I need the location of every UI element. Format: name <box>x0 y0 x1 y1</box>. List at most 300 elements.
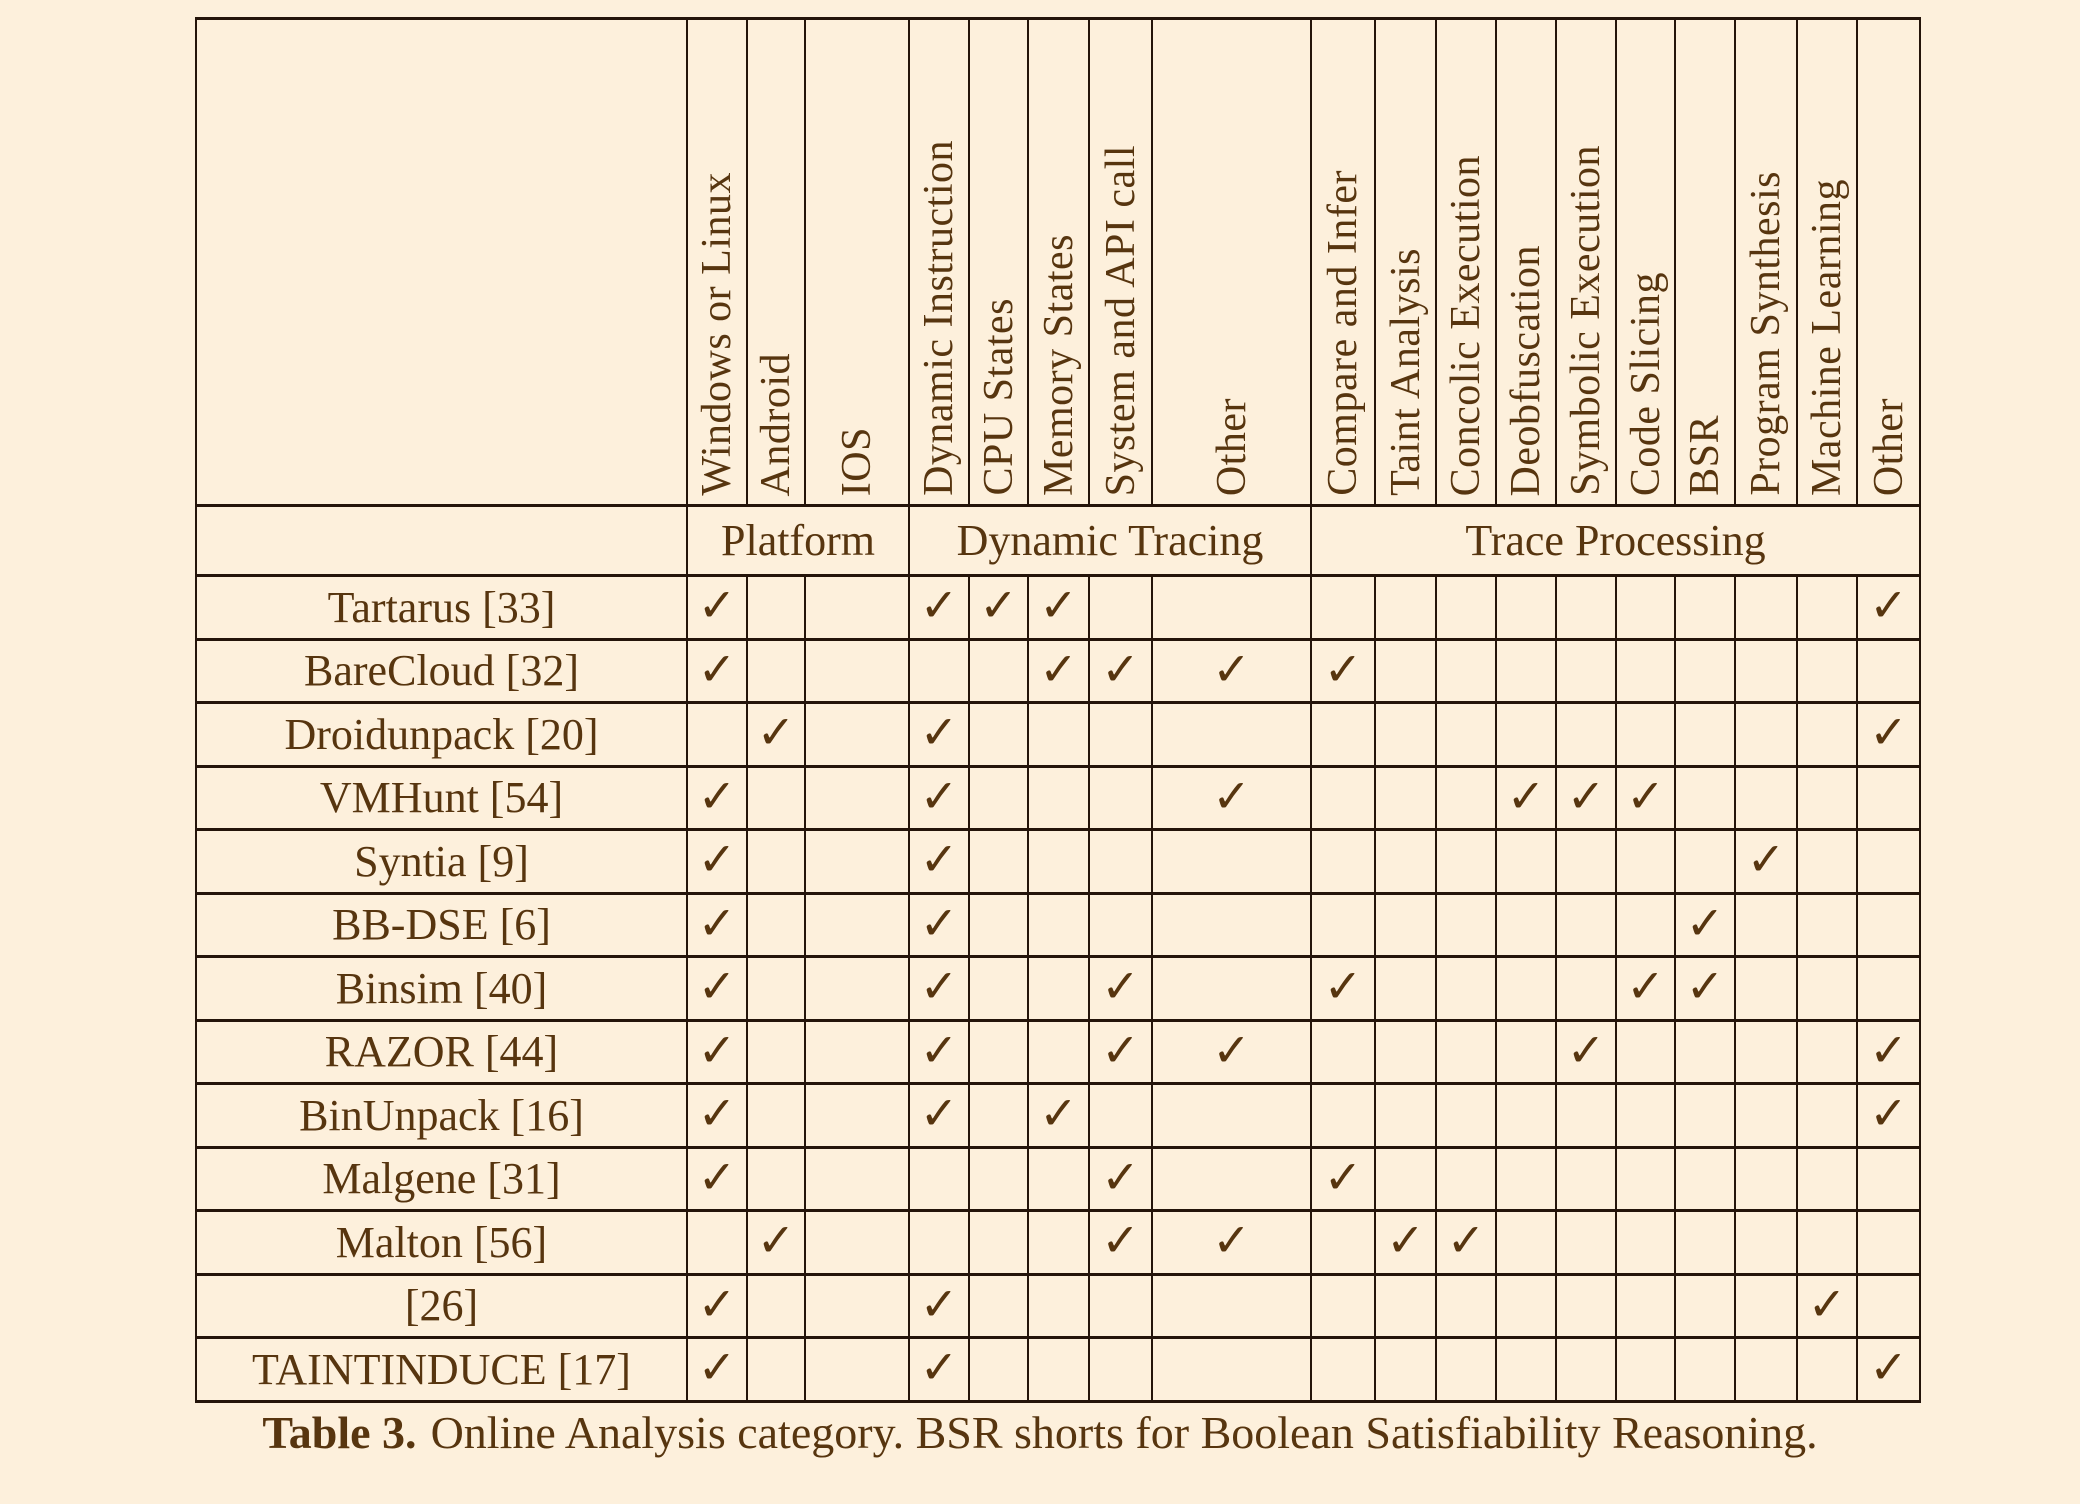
row-label-label: VMHunt [54] <box>319 773 564 823</box>
check-cell-label: ✓ <box>1212 1022 1251 1077</box>
check-cell <box>910 704 970 768</box>
check-cell-label: ✓ <box>1386 1213 1425 1268</box>
empty-cell <box>1676 577 1736 641</box>
empty-cell <box>1497 641 1557 705</box>
empty-cell <box>1437 577 1497 641</box>
check-cell-label: ✓ <box>919 1340 959 1395</box>
empty-cell <box>806 1085 910 1149</box>
empty-cell <box>806 1149 910 1213</box>
check-cell <box>1376 1212 1437 1276</box>
check-cell-label: ✓ <box>1212 641 1251 696</box>
check-cell <box>1029 1085 1090 1149</box>
empty-cell <box>748 641 806 705</box>
check-cell <box>1090 1212 1153 1276</box>
check-cell-label: ✓ <box>1746 832 1786 887</box>
column-header-4 <box>910 20 970 507</box>
check-cell-label: ✓ <box>697 768 737 823</box>
column-header-2-label: Android <box>753 352 799 496</box>
empty-cell <box>1437 831 1497 895</box>
empty-cell <box>748 768 806 832</box>
empty-cell <box>1312 831 1376 895</box>
empty-cell <box>1676 768 1736 832</box>
column-header-1 <box>688 20 748 507</box>
column-header-15-label: BSR <box>1682 415 1728 496</box>
empty-cell <box>806 831 910 895</box>
empty-cell <box>1497 1022 1557 1086</box>
empty-cell <box>1557 1212 1617 1276</box>
check-cell <box>1557 768 1617 832</box>
column-header-12 <box>1497 20 1557 507</box>
check-cell <box>1858 1085 1921 1149</box>
empty-cell <box>1736 641 1798 705</box>
row-label-label: Malgene [31] <box>322 1154 561 1204</box>
check-cell <box>748 704 806 768</box>
row-label <box>197 768 688 832</box>
check-cell-label: ✓ <box>1869 578 1908 633</box>
empty-cell <box>1437 958 1497 1022</box>
check-cell-label: ✓ <box>1039 1086 1078 1141</box>
row-label <box>197 1022 688 1086</box>
empty-cell <box>1798 641 1858 705</box>
empty-cell <box>1029 768 1090 832</box>
empty-cell <box>1557 704 1617 768</box>
empty-cell <box>970 1212 1029 1276</box>
empty-cell <box>1090 1085 1153 1149</box>
empty-cell <box>1029 1149 1090 1213</box>
empty-cell <box>1557 577 1617 641</box>
row-label-label: Tartarus [33] <box>327 582 556 632</box>
empty-cell <box>1376 768 1437 832</box>
empty-cell <box>1676 641 1736 705</box>
column-header-9-label: Compare and Infer <box>1320 170 1366 496</box>
column-header-17 <box>1798 20 1858 507</box>
empty-cell <box>1858 831 1921 895</box>
empty-cell <box>1617 831 1676 895</box>
empty-cell <box>1090 768 1153 832</box>
caption-text: Online Analysis category. BSR shorts for Boolean Satisfiability Reasoning. <box>430 1407 1818 1458</box>
empty-cell <box>1736 1276 1798 1340</box>
row-label-label: RAZOR [44] <box>324 1027 559 1077</box>
empty-cell <box>748 831 806 895</box>
empty-cell <box>1736 577 1798 641</box>
empty-cell <box>1858 958 1921 1022</box>
empty-cell <box>1497 1339 1557 1403</box>
empty-cell <box>1557 1085 1617 1149</box>
empty-cell <box>1617 895 1676 959</box>
empty-cell <box>1153 958 1312 1022</box>
empty-cell <box>806 1022 910 1086</box>
column-header-3-label: IOS <box>834 426 880 496</box>
empty-cell <box>1557 1149 1617 1213</box>
empty-cell <box>1312 1212 1376 1276</box>
empty-cell <box>1798 1339 1858 1403</box>
empty-cell <box>1736 1339 1798 1403</box>
empty-cell <box>1858 895 1921 959</box>
empty-cell <box>1153 831 1312 895</box>
empty-cell <box>1437 895 1497 959</box>
check-cell <box>1312 958 1376 1022</box>
check-cell <box>1029 641 1090 705</box>
check-cell <box>688 641 748 705</box>
check-cell-label: ✓ <box>1039 641 1078 696</box>
check-cell <box>910 1276 970 1340</box>
empty-cell <box>1437 1149 1497 1213</box>
empty-cell <box>748 1149 806 1213</box>
column-header-11 <box>1437 20 1497 507</box>
check-cell <box>1858 1022 1921 1086</box>
check-cell <box>910 577 970 641</box>
check-cell <box>1437 1212 1497 1276</box>
group-header-2 <box>910 507 1312 577</box>
empty-cell <box>1557 831 1617 895</box>
row-label <box>197 831 688 895</box>
empty-cell <box>1312 577 1376 641</box>
check-cell-label: ✓ <box>919 1086 959 1141</box>
column-header-14-label: Code Slicing <box>1622 271 1669 496</box>
check-cell <box>910 1339 970 1403</box>
empty-cell <box>1798 831 1858 895</box>
row-label <box>197 1149 688 1213</box>
check-cell-label: ✓ <box>756 705 796 760</box>
check-cell <box>1153 641 1312 705</box>
check-cell <box>910 1085 970 1149</box>
check-cell <box>688 958 748 1022</box>
empty-cell <box>1312 704 1376 768</box>
empty-cell <box>806 1212 910 1276</box>
empty-cell <box>1090 1339 1153 1403</box>
empty-cell <box>1617 1085 1676 1149</box>
check-cell-label: ✓ <box>1626 959 1665 1014</box>
check-cell <box>1090 641 1153 705</box>
column-header-14 <box>1617 20 1676 507</box>
empty-cell <box>1736 1212 1798 1276</box>
row-label <box>197 895 688 959</box>
check-cell <box>1676 895 1736 959</box>
column-header-2 <box>748 20 806 507</box>
group-header-1 <box>688 507 910 577</box>
row-label <box>197 1212 688 1276</box>
empty-cell <box>970 958 1029 1022</box>
empty-cell <box>1497 1276 1557 1340</box>
row-label-label: BB-DSE [6] <box>332 900 551 950</box>
empty-cell <box>1798 1022 1858 1086</box>
empty-cell <box>910 1149 970 1213</box>
check-cell-label: ✓ <box>697 1022 737 1077</box>
check-cell-label: ✓ <box>697 1276 737 1331</box>
empty-cell <box>1497 895 1557 959</box>
empty-cell <box>806 641 910 705</box>
empty-cell <box>1029 1339 1090 1403</box>
check-cell <box>688 1149 748 1213</box>
check-cell-label: ✓ <box>1685 895 1725 950</box>
column-header-13-label: Symbolic Execution <box>1563 145 1609 496</box>
check-cell-label: ✓ <box>697 578 737 633</box>
column-header-4-label: Dynamic Instruction <box>916 140 962 496</box>
empty-cell <box>1798 895 1858 959</box>
check-cell <box>910 831 970 895</box>
empty-cell <box>1153 1276 1312 1340</box>
empty-cell <box>806 1276 910 1340</box>
empty-cell <box>1798 1149 1858 1213</box>
column-header-10-label: Taint Analysis <box>1382 248 1429 496</box>
check-cell-label: ✓ <box>1039 578 1078 633</box>
check-cell <box>1497 768 1557 832</box>
empty-cell <box>1736 1085 1798 1149</box>
check-cell-label: ✓ <box>697 959 737 1014</box>
check-cell-label: ✓ <box>697 1340 737 1395</box>
check-cell <box>688 1276 748 1340</box>
check-cell-label: ✓ <box>697 641 737 696</box>
check-cell-label: ✓ <box>919 832 959 887</box>
check-cell-label: ✓ <box>979 578 1018 633</box>
empty-cell <box>1497 1085 1557 1149</box>
empty-cell <box>1736 1149 1798 1213</box>
row-label <box>197 704 688 768</box>
check-cell <box>1617 958 1676 1022</box>
empty-cell <box>1312 1085 1376 1149</box>
empty-cell <box>1090 895 1153 959</box>
column-header-7 <box>1090 20 1153 507</box>
empty-cell <box>1676 1085 1736 1149</box>
empty-cell <box>1497 831 1557 895</box>
check-cell <box>1736 831 1798 895</box>
column-header-18-label: Other <box>1865 397 1912 496</box>
empty-cell <box>1497 1149 1557 1213</box>
column-header-11-label: Concolic Execution <box>1443 154 1489 496</box>
column-header-16 <box>1736 20 1798 507</box>
row-label-label: BinUnpack [16] <box>299 1090 584 1140</box>
empty-cell <box>970 1276 1029 1340</box>
empty-cell <box>1557 895 1617 959</box>
empty-cell <box>1376 1339 1437 1403</box>
empty-cell <box>1676 1149 1736 1213</box>
empty-cell <box>1798 704 1858 768</box>
empty-cell <box>688 704 748 768</box>
check-cell-label: ✓ <box>1323 641 1363 696</box>
empty-cell <box>1497 1212 1557 1276</box>
check-cell <box>1557 1022 1617 1086</box>
check-cell-label: ✓ <box>1446 1213 1486 1268</box>
empty-cell <box>970 1149 1029 1213</box>
empty-cell <box>1497 704 1557 768</box>
check-cell-label: ✓ <box>1212 1213 1251 1268</box>
check-cell <box>1312 1149 1376 1213</box>
row-label <box>197 1276 688 1340</box>
empty-cell <box>806 768 910 832</box>
check-cell-label: ✓ <box>697 832 737 887</box>
empty-cell <box>1153 577 1312 641</box>
column-header-6 <box>1029 20 1090 507</box>
check-cell-label: ✓ <box>697 1086 737 1141</box>
empty-cell <box>970 704 1029 768</box>
empty-cell <box>1676 704 1736 768</box>
empty-cell <box>1557 641 1617 705</box>
check-cell-label: ✓ <box>1869 1340 1908 1395</box>
empty-cell <box>1798 958 1858 1022</box>
empty-cell <box>1376 958 1437 1022</box>
empty-cell <box>1029 895 1090 959</box>
empty-cell <box>1029 1276 1090 1340</box>
check-cell <box>1798 1276 1858 1340</box>
row-label-label: TAINTINDUCE [17] <box>252 1344 631 1394</box>
empty-cell <box>1312 1339 1376 1403</box>
empty-cell <box>1376 641 1437 705</box>
column-header-3 <box>806 20 910 507</box>
empty-cell <box>1557 1276 1617 1340</box>
empty-cell <box>1858 641 1921 705</box>
row-label <box>197 641 688 705</box>
empty-cell <box>1437 704 1497 768</box>
check-cell <box>1153 768 1312 832</box>
table-caption <box>0 1406 2080 1459</box>
check-cell <box>1858 704 1921 768</box>
empty-cell <box>1312 768 1376 832</box>
row-label <box>197 958 688 1022</box>
empty-cell <box>748 1339 806 1403</box>
check-cell <box>970 577 1029 641</box>
check-cell-label: ✓ <box>1101 641 1140 696</box>
empty-cell <box>1798 577 1858 641</box>
row-label-label: BareCloud [32] <box>304 646 579 696</box>
column-header-10 <box>1376 20 1437 507</box>
column-header-7-label: System and API call <box>1097 144 1144 496</box>
column-header-5 <box>970 20 1029 507</box>
column-header-9 <box>1312 20 1376 507</box>
empty-cell <box>1029 831 1090 895</box>
row-label-label: Malton [56] <box>335 1217 548 1267</box>
empty-cell <box>806 704 910 768</box>
empty-cell <box>1617 577 1676 641</box>
check-cell <box>910 1022 970 1086</box>
empty-cell <box>1798 768 1858 832</box>
empty-cell <box>1617 704 1676 768</box>
empty-cell <box>806 577 910 641</box>
check-cell-label: ✓ <box>1506 768 1546 823</box>
column-header-6-label: Memory States <box>1035 234 1082 496</box>
check-cell-label: ✓ <box>1101 959 1140 1014</box>
caption-label: Table 3. <box>262 1407 417 1458</box>
empty-cell <box>1617 1276 1676 1340</box>
check-cell <box>748 1212 806 1276</box>
empty-cell <box>1437 1022 1497 1086</box>
empty-cell <box>1617 1212 1676 1276</box>
check-cell-label: ✓ <box>1101 1022 1140 1077</box>
empty-cell <box>748 1276 806 1340</box>
empty-cell <box>1676 1212 1736 1276</box>
empty-cell <box>1090 831 1153 895</box>
column-header-1-label: Windows or Linux <box>694 172 740 496</box>
empty-cell <box>1376 1085 1437 1149</box>
empty-cell <box>910 1212 970 1276</box>
empty-cell <box>1376 577 1437 641</box>
check-cell <box>1090 1149 1153 1213</box>
analysis-table <box>195 17 1921 1403</box>
empty-cell <box>1153 895 1312 959</box>
empty-cell <box>970 1339 1029 1403</box>
empty-cell <box>1376 831 1437 895</box>
row-label-label: Syntia [9] <box>354 836 529 886</box>
check-cell-label: ✓ <box>1869 1086 1908 1141</box>
row-label <box>197 1339 688 1403</box>
empty-cell <box>1858 1276 1921 1340</box>
empty-cell <box>1376 1149 1437 1213</box>
empty-cell <box>1617 1149 1676 1213</box>
empty-cell <box>688 1212 748 1276</box>
check-cell-label: ✓ <box>919 1276 959 1331</box>
column-header-13 <box>1557 20 1617 507</box>
group-header-2-label: Dynamic Tracing <box>956 516 1264 565</box>
check-cell <box>1858 577 1921 641</box>
empty-cell <box>1736 895 1798 959</box>
check-cell-label: ✓ <box>1685 959 1725 1014</box>
check-cell-label: ✓ <box>697 895 737 950</box>
empty-cell <box>1497 577 1557 641</box>
check-cell-label: ✓ <box>919 895 959 950</box>
empty-cell <box>1376 1276 1437 1340</box>
empty-cell <box>1029 958 1090 1022</box>
empty-cell <box>1437 1339 1497 1403</box>
empty-cell <box>1676 1276 1736 1340</box>
check-cell-label: ✓ <box>1212 768 1251 823</box>
empty-cell <box>748 1085 806 1149</box>
empty-cell <box>1437 641 1497 705</box>
empty-cell <box>1090 577 1153 641</box>
empty-cell <box>1312 895 1376 959</box>
empty-cell <box>1376 895 1437 959</box>
empty-cell <box>748 1022 806 1086</box>
column-header-8 <box>1153 20 1312 507</box>
empty-cell <box>1858 1149 1921 1213</box>
empty-cell <box>1376 1022 1437 1086</box>
header-corner-cell <box>197 20 688 507</box>
group-header-3 <box>1312 507 1921 577</box>
empty-cell <box>1676 831 1736 895</box>
empty-cell <box>970 1022 1029 1086</box>
check-cell-label: ✓ <box>919 705 959 760</box>
empty-cell <box>806 1339 910 1403</box>
column-header-16-label: Program Synthesis <box>1743 171 1789 496</box>
empty-cell <box>748 895 806 959</box>
check-cell-label: ✓ <box>919 1022 959 1077</box>
row-label <box>197 577 688 641</box>
check-cell <box>1858 1339 1921 1403</box>
check-cell <box>688 577 748 641</box>
check-cell-label: ✓ <box>1869 1022 1908 1077</box>
check-cell-label: ✓ <box>1101 1149 1140 1204</box>
empty-cell <box>1376 704 1437 768</box>
empty-cell <box>1617 1339 1676 1403</box>
empty-cell <box>1557 1339 1617 1403</box>
empty-cell <box>1153 1085 1312 1149</box>
empty-cell <box>748 577 806 641</box>
check-cell <box>1153 1022 1312 1086</box>
empty-cell <box>1858 1212 1921 1276</box>
empty-cell <box>970 641 1029 705</box>
row-label <box>197 1085 688 1149</box>
check-cell-label: ✓ <box>756 1213 796 1268</box>
check-cell-label: ✓ <box>1566 768 1606 823</box>
check-cell <box>688 1022 748 1086</box>
check-cell-label: ✓ <box>697 1149 737 1204</box>
empty-cell <box>970 768 1029 832</box>
check-cell <box>1029 577 1090 641</box>
empty-cell <box>1029 1212 1090 1276</box>
empty-cell <box>1798 1085 1858 1149</box>
empty-cell <box>970 1085 1029 1149</box>
check-cell <box>910 768 970 832</box>
check-cell <box>688 895 748 959</box>
group-corner-cell <box>197 507 688 577</box>
